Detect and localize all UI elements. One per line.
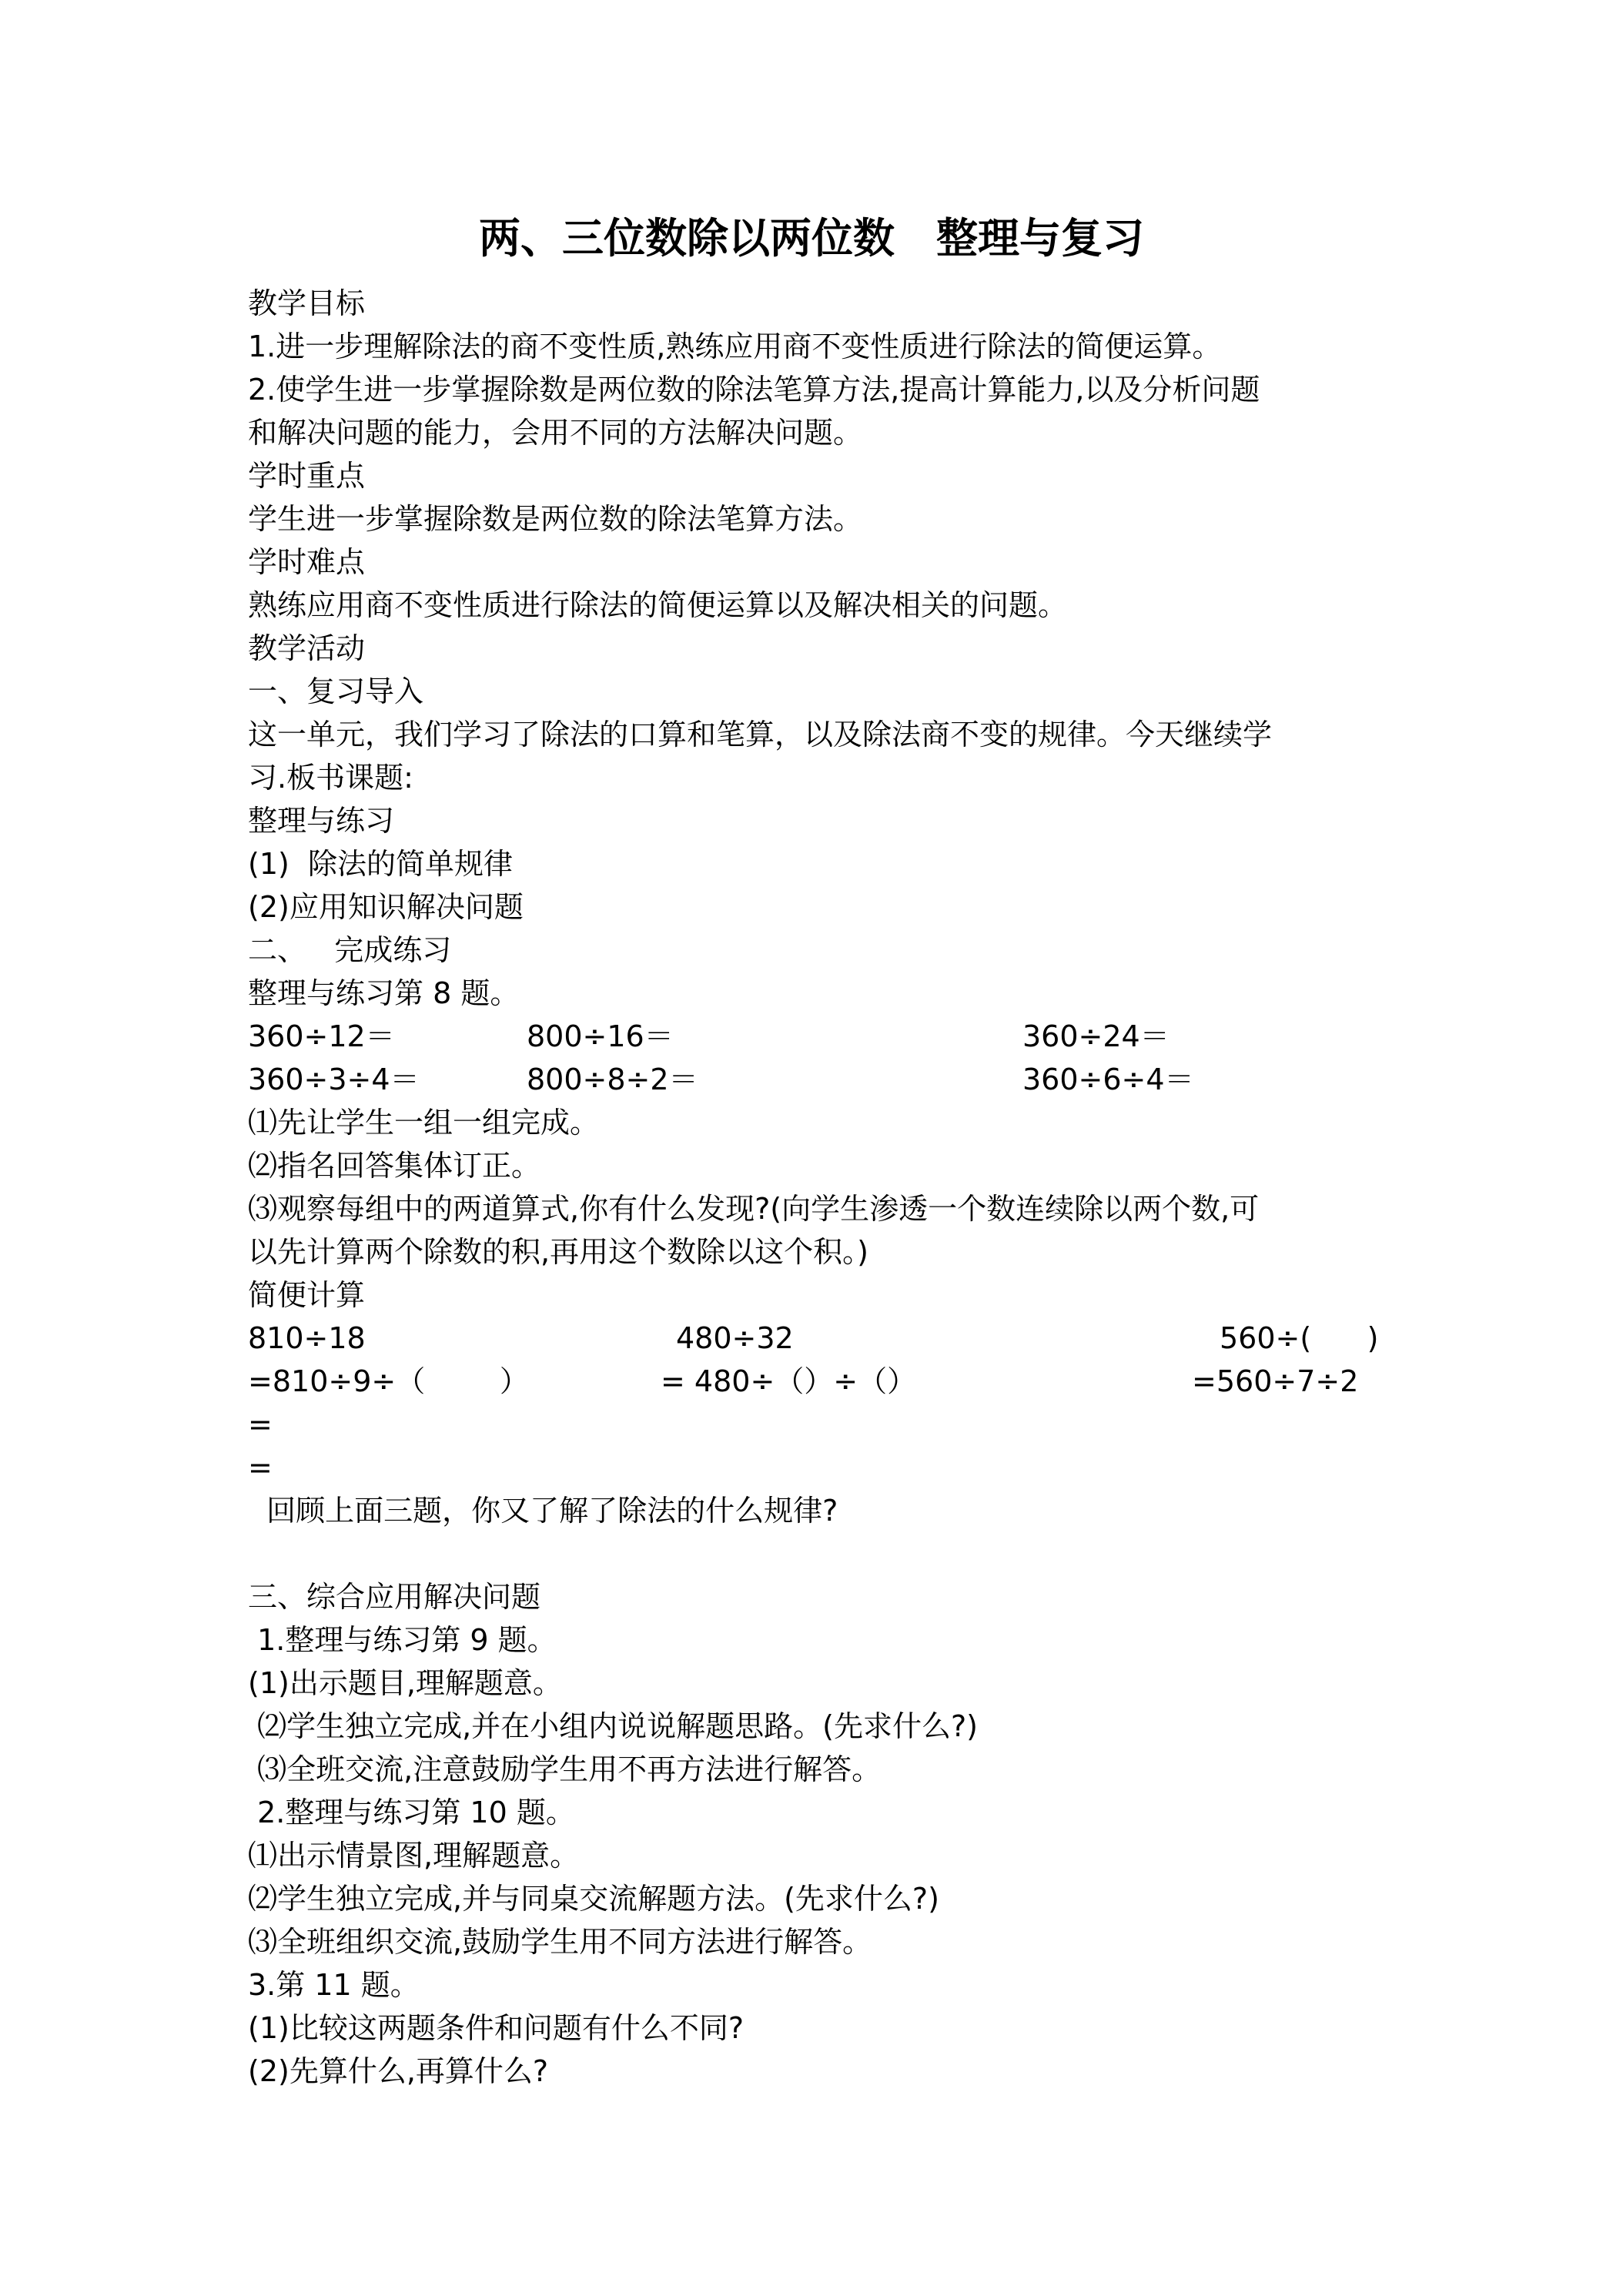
intro-line-2: 习.板书课题: <box>248 761 413 795</box>
equation: 360÷24＝ <box>1022 1019 1170 1053</box>
document-body <box>248 282 1403 2093</box>
exercise-9-step-1: (1)出示题目,理解题意。 <box>248 1666 562 1700</box>
exercise-10-step-1: ⑴出示情景图,理解题意。 <box>248 1839 580 1873</box>
exercise-10-step-3: ⑶全班组织交流,鼓励学生用不同方法进行解答。 <box>248 1925 872 1959</box>
review-question: 回顾上面三题，你又了解了除法的什么规律? <box>248 1494 838 1528</box>
difficulties-text: 熟练应用商不变性质进行除法的简便运算以及解决相关的问题。 <box>248 588 1068 622</box>
heading-key-points: 学时重点 <box>248 459 366 493</box>
key-points-text: 学生进一步掌握除数是两位数的除法笔算方法。 <box>248 502 863 536</box>
equation: 560÷( ) <box>1220 1321 1379 1355</box>
heading-difficulties: 学时难点 <box>248 545 366 579</box>
goal-2-line-2: 和解决问题的能力，会用不同的方法解决问题。 <box>248 416 863 450</box>
exercise-9-step-3: ⑶全班交流,注意鼓励学生用不再方法进行解答。 <box>248 1752 882 1786</box>
step-3-line-1: ⑶观察每组中的两道算式,你有什么发现?(向学生渗透一个数连续除以两个数,可 <box>248 1192 1260 1226</box>
exercise-8-row-1 <box>248 1015 1403 1058</box>
heading-activities: 教学活动 <box>248 631 366 665</box>
equation: 810÷18 <box>248 1321 366 1355</box>
step-2: ⑵指名回答集体订正。 <box>248 1149 541 1183</box>
intro-line-1: 这一单元，我们学习了除法的口算和笔算，以及除法商不变的规律。今天继续学 <box>248 718 1273 751</box>
exercise-10-label: 2.整理与练习第 10 题。 <box>248 1796 575 1829</box>
exercise-11-step-1: (1)比较这两题条件和问题有什么不同? <box>248 2011 744 2045</box>
blank-line <box>248 1532 1403 1575</box>
exercise-8-label: 整理与练习第 8 题。 <box>248 976 520 1010</box>
exercise-11-label: 3.第 11 题。 <box>248 1968 420 2002</box>
equation: 800÷8÷2＝ <box>527 1063 698 1096</box>
goal-1: 1.进一步理解除法的商不变性质,熟练应用商不变性质进行除法的简便运算。 <box>248 330 1222 363</box>
board-item-1: (1) 除法的简单规律 <box>248 847 513 881</box>
board-item-2: (2)应用知识解决问题 <box>248 890 524 924</box>
simple-calc-row-1 <box>248 1317 1403 1360</box>
step-1: ⑴先让学生一组一组完成。 <box>248 1106 600 1140</box>
equation: = 480÷（）÷（） <box>661 1364 917 1398</box>
page-title: 两、三位数除以两位数 整理与复习 <box>479 214 1144 263</box>
equation: 800÷16＝ <box>527 1019 674 1053</box>
exercise-9-label: 1.整理与练习第 9 题。 <box>248 1623 557 1657</box>
heading-teaching-goals: 教学目标 <box>248 286 366 320</box>
equation: 360÷12＝ <box>248 1019 395 1053</box>
exercise-9-step-2: ⑵学生独立完成,并在小组内说说解题思路。(先求什么?) <box>248 1709 978 1743</box>
board-title: 整理与练习 <box>248 804 395 838</box>
equation: 360÷6÷4＝ <box>1022 1063 1194 1096</box>
exercise-8-row-2 <box>248 1058 1403 1101</box>
goal-2-line-1: 2.使学生进一步掌握除数是两位数的除法笔算方法,提高计算能力,以及分析问题 <box>248 373 1260 407</box>
exercise-11-step-2: (2)先算什么,再算什么? <box>248 2054 549 2088</box>
equation: =560÷7÷2 <box>1192 1364 1359 1398</box>
equation: 360÷3÷4＝ <box>248 1063 420 1096</box>
step-3-line-2: 以先计算两个除数的积,再用这个数除以这个积。) <box>248 1235 868 1269</box>
section-2-heading: 二、 完成练习 <box>248 933 452 967</box>
exercise-10-step-2: ⑵学生独立完成,并与同桌交流解题方法。(先求什么?) <box>248 1882 939 1916</box>
equals-line-1: = <box>248 1407 273 1441</box>
section-1-heading: 一、复习导入 <box>248 674 424 708</box>
section-3-heading: 三、综合应用解决问题 <box>248 1580 541 1614</box>
equation: 480÷32 <box>676 1321 794 1355</box>
equation: =810÷9÷（ ） <box>248 1364 529 1398</box>
simple-calc-row-2 <box>248 1360 1403 1403</box>
simple-calc-heading: 简便计算 <box>248 1278 366 1312</box>
equals-line-2: = <box>248 1451 273 1484</box>
